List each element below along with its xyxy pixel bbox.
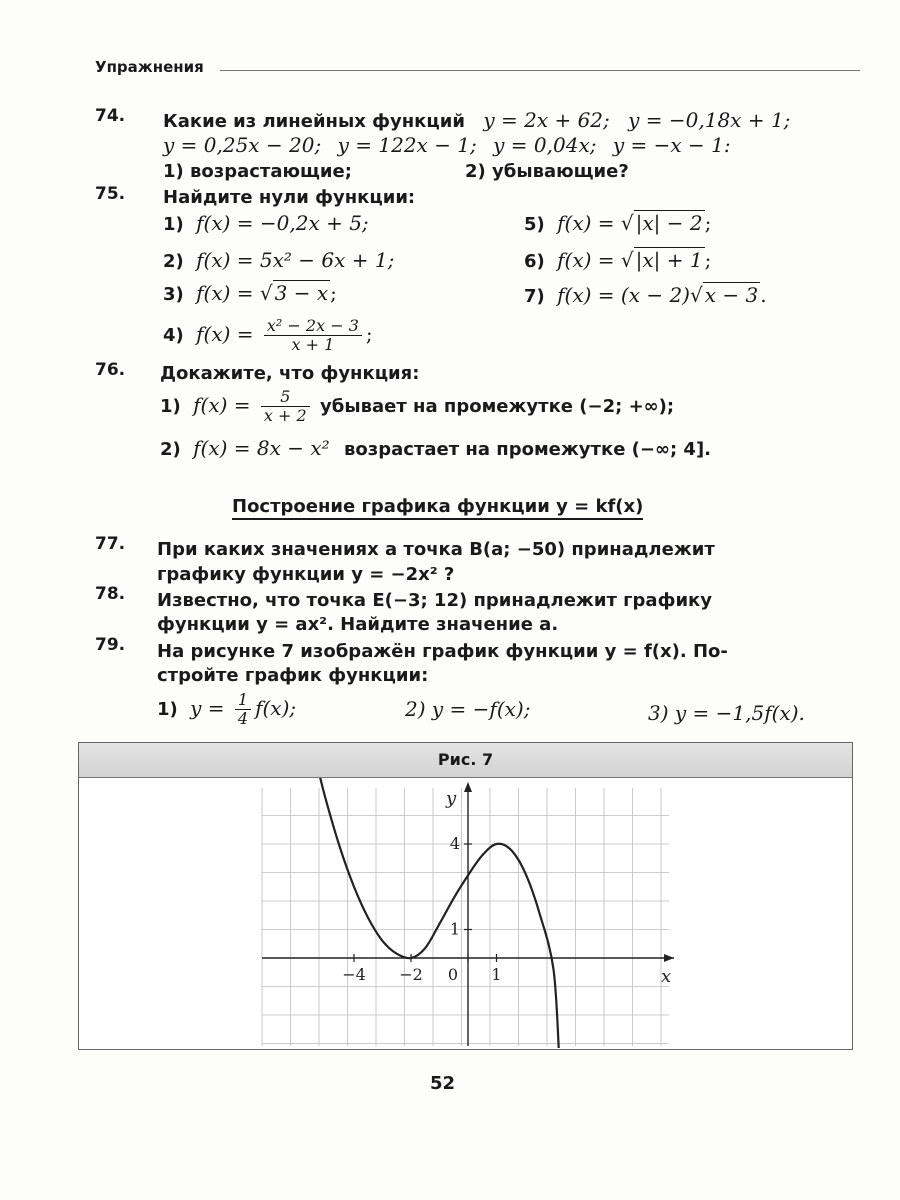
ex75-item-3-radicand: 3 − x <box>274 281 329 305</box>
ex76-item-1-text: убывает на промежутке (−2; +∞); <box>320 396 675 417</box>
ex75-item-2-formula: f(x) = 5x² − 6x + 1; <box>196 248 395 272</box>
ex77-text-2: графику функции y = −2x² ? <box>157 564 455 585</box>
ex79-option-2 <box>405 697 530 721</box>
figure-7 <box>78 742 853 1050</box>
ex75-item-1-label: 1) <box>163 214 184 235</box>
ex74-line-3 <box>163 158 352 184</box>
ex75-item-7-radicand: x − 3 <box>704 283 759 307</box>
ex75-item-6-radicand: |x| + 1 <box>635 248 703 272</box>
ex75-item-5-end: ; <box>704 211 712 235</box>
header-rule <box>220 70 860 71</box>
exercise-number-75: 75. <box>95 184 126 204</box>
ex75-item-6-formula: f(x) = <box>557 248 615 272</box>
ex76-item-2 <box>160 436 711 462</box>
grid <box>262 788 672 1046</box>
ex74-intro: Какие из линейных функций <box>163 111 465 132</box>
exercise-number-79: 79. <box>95 635 126 655</box>
ex79-option-3 <box>648 701 805 725</box>
ex79-option-1-rhs: f(x); <box>255 696 297 720</box>
axes <box>262 782 674 1046</box>
ex74-func-3: y = 0,25x − 20; <box>163 133 322 157</box>
ex74-option-2: 2) убывающие? <box>465 161 629 182</box>
ex75-title <box>163 184 415 210</box>
ex76-item-1-numerator: 5 <box>261 388 310 407</box>
ex75-item-7: 7) f(x) = (x − 2)√ x − 3 . <box>524 283 767 307</box>
ex76-item-2-label: 2) <box>160 439 181 460</box>
ex76-item-1-label: 1) <box>160 396 181 417</box>
ex74-func-2: y = −0,18x + 1; <box>628 108 791 132</box>
figure-header <box>79 743 852 778</box>
ex75-item-6: 6) f(x) = √ |x| + 1 ; <box>524 248 712 272</box>
ex75-item-3-formula: f(x) = <box>196 281 254 305</box>
ex75-item-3-label: 3) <box>163 284 184 305</box>
x-tick-label: −4 <box>342 965 366 984</box>
ex75-title-text: Найдите нули функции: <box>163 187 416 208</box>
function-graph <box>79 778 852 1048</box>
ex75-item-6-end: ; <box>704 248 712 272</box>
ex79-line-2 <box>157 662 428 688</box>
ex78-line-2 <box>157 611 558 637</box>
ex74-line-1 <box>163 108 790 134</box>
ex79-option-1 <box>157 688 296 730</box>
ex79-option-1-lhs: y = <box>190 696 225 720</box>
ex76-item-1 <box>160 385 674 427</box>
axis-labels <box>342 788 671 987</box>
ex78-text-2: функции y = ax². Найдите значение a. <box>157 614 559 635</box>
ex79-option-1-numerator: 1 <box>235 691 251 710</box>
ex79-text-2: стройте график функции: <box>157 665 429 686</box>
ex76-item-2-formula: f(x) = 8x − x² <box>193 436 330 460</box>
ex77-line-1 <box>157 536 715 562</box>
ex75-item-7-formula: f(x) = (x − 2) <box>557 283 690 307</box>
ex75-item-4-numerator: x² − 2x − 3 <box>264 317 362 336</box>
ex75-item-4-formula: f(x) = <box>196 322 254 346</box>
ex75-item-1-formula: f(x) = −0,2x + 5; <box>196 211 369 235</box>
exercise-number-74: 74. <box>95 106 126 126</box>
ex75-item-5-radicand: |x| − 2 <box>635 211 703 235</box>
exercise-number-76: 76. <box>95 360 126 380</box>
ex77-text-1: При каких значениях a точка B(a; −50) принадлежит <box>157 539 715 560</box>
ex77-line-2 <box>157 561 454 587</box>
ex74-line-2 <box>163 133 731 157</box>
ex75-item-2-label: 2) <box>163 251 184 272</box>
ex75-item-7-end: . <box>760 283 767 307</box>
ex76-item-1-formula: f(x) = <box>193 393 251 417</box>
y-tick-label: 4 <box>449 834 460 853</box>
x-axis-label: x <box>661 966 672 987</box>
ex74-func-1: y = 2x + 62; <box>483 108 610 132</box>
running-header <box>95 58 860 80</box>
ex75-item-4-end: ; <box>365 322 373 346</box>
ex76-title-text: Докажите, что функция: <box>160 363 420 384</box>
ex78-text-1: Известно, что точка E(−3; 12) принадлежит графику <box>157 590 713 611</box>
ex75-item-4 <box>163 314 373 356</box>
ex75-item-4-label: 4) <box>163 325 184 346</box>
ex75-item-4-fraction <box>264 317 362 354</box>
x-tick-label: −2 <box>399 965 423 984</box>
y-tick-label: 1 <box>449 919 460 939</box>
y-axis-arrow <box>464 782 472 792</box>
header-title: Упражнения <box>95 58 204 76</box>
ex74-line-3b <box>465 158 629 184</box>
ex78-line-1 <box>157 587 712 613</box>
exercise-number-77: 77. <box>95 534 126 554</box>
ex74-option-1: 1) возрастающие; <box>163 161 352 182</box>
ex75-item-6-label: 6) <box>524 251 545 272</box>
x-tick-label: 1 <box>491 965 502 984</box>
y-axis-label: y <box>446 788 457 809</box>
ex79-text-1: На рисунке 7 изображён график функции y = f(x). По- <box>157 641 728 662</box>
figure-title: Рис. 7 <box>437 750 494 769</box>
ex75-item-5-formula: f(x) = <box>557 211 615 235</box>
ex76-title <box>160 360 419 386</box>
ex74-func-5: y = 0,04x; <box>493 133 597 157</box>
ex75-item-5: 5) f(x) = √ |x| − 2 ; <box>524 211 712 235</box>
ex79-line-1 <box>157 638 728 664</box>
ex75-item-5-label: 5) <box>524 214 545 235</box>
page-number: 52 <box>430 1073 456 1094</box>
exercise-number-78: 78. <box>95 584 126 604</box>
ex76-item-1-denominator: x + 2 <box>263 406 307 425</box>
ex74-func-6: y = −x − 1: <box>612 133 731 157</box>
x-tick-label: 0 <box>447 965 458 984</box>
ex79-option-1-label: 1) <box>157 699 178 720</box>
ex75-item-3: 3) f(x) = √ 3 − x ; <box>163 281 337 305</box>
ex76-item-2-text: возрастает на промежутке (−∞; 4]. <box>344 439 712 460</box>
ex76-item-1-fraction <box>261 388 310 425</box>
ex79-option-1-denominator: 4 <box>237 709 249 728</box>
x-axis-arrow <box>664 954 674 962</box>
ex79-option-1-fraction <box>235 691 251 728</box>
section-title: Построение графика функции y = kf(x) <box>232 496 643 520</box>
ex75-item-2 <box>163 248 394 274</box>
function-curve <box>317 778 559 1048</box>
ex75-item-1 <box>163 211 369 237</box>
ex75-item-3-end: ; <box>330 281 337 305</box>
ex75-item-7-label: 7) <box>524 286 545 307</box>
curve-layer <box>317 778 559 1048</box>
ex79-option-3-formula: 3) y = −1,5f(x). <box>648 701 805 725</box>
ex79-option-2-formula: 2) y = −f(x); <box>405 697 531 721</box>
ex74-func-4: y = 122x − 1; <box>337 133 477 157</box>
ex75-item-4-denominator: x + 1 <box>291 335 335 354</box>
